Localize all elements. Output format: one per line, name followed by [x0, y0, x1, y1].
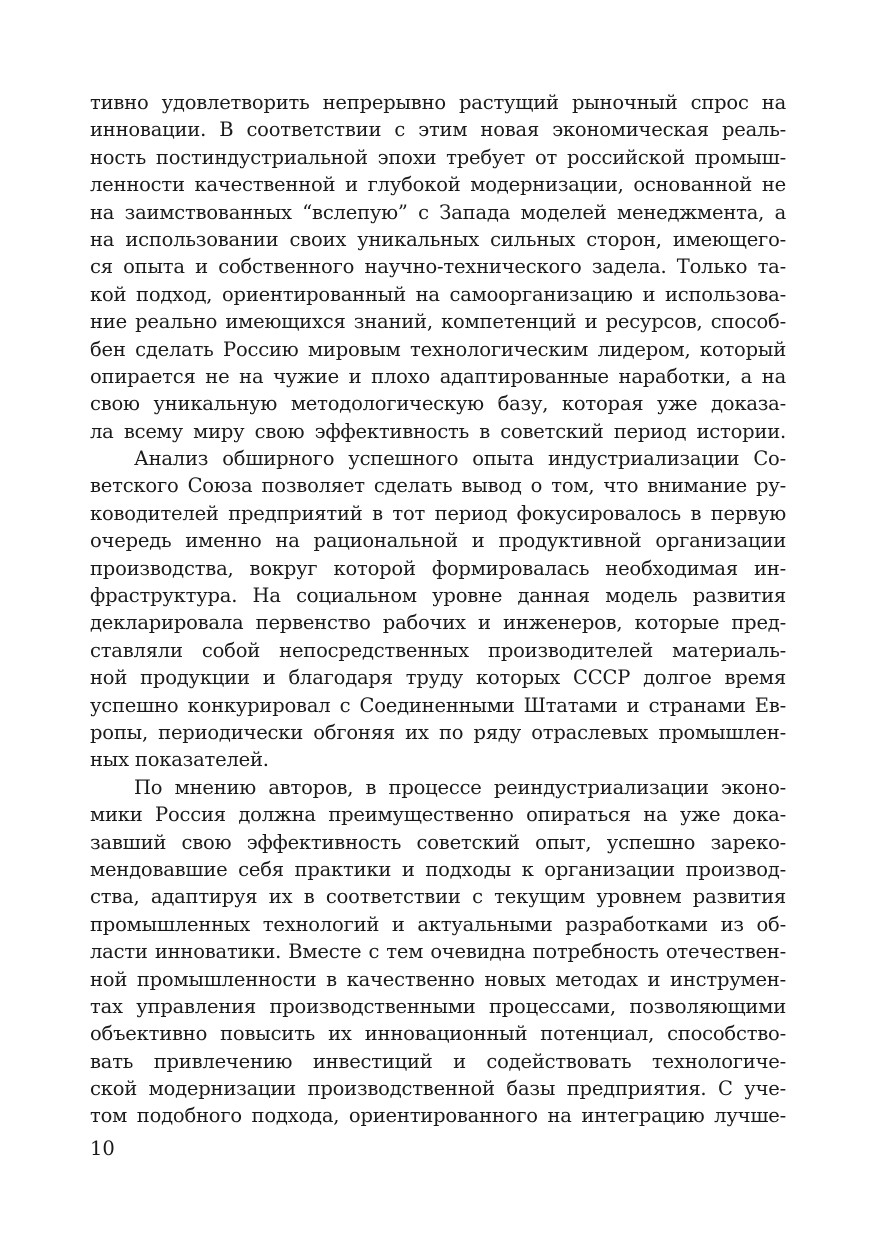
text-line: ской модернизации производственной базы предприятия. С учe- — [90, 1077, 786, 1101]
text-line: ся опыта и собственного научно-технического задела. Только та- — [90, 255, 786, 279]
text-line: фраструктура. На социальном уровне данная модель развития — [90, 584, 786, 608]
text-line: ласти инноватики. Вместе с тем очевидна потребность отечествен- — [90, 940, 786, 964]
text-line: ставляли собой непосредственных производителей материаль- — [90, 638, 786, 662]
text-line: ла всему миру свою эффективность в советский период истории. — [90, 419, 786, 443]
text-line: тах управления производственными процессами, позволяющими — [90, 994, 786, 1018]
text-line: По мнению авторов, в процессе реиндустриализации эконо- — [134, 775, 786, 799]
text-line: на заимствованных “вслепую” с Запада моделей менеджмента, а — [90, 200, 786, 224]
paragraph-1 — [90, 89, 786, 445]
text-line: ной продукции и благодаря труду которых СССР долгое время — [90, 666, 786, 690]
text-line: бен сделать Россию мировым технологическим лидером, который — [90, 337, 786, 361]
text-line: ства, адаптируя их в соответствии с текущим уровнем развития — [90, 885, 786, 909]
text-line: ной промышленности в качественно новых методах и инструмен- — [90, 967, 786, 991]
text-line: ность постиндустриальной эпохи требует от российской промыш- — [90, 145, 786, 169]
text-line: свою уникальную методологическую базу, которая уже доказа- — [90, 392, 786, 416]
text-line: ных показателей. — [90, 748, 269, 772]
text-line: ветского Союза позволяет сделать вывод о том, что внимание ру- — [90, 474, 786, 498]
text-line: объективно повысить их инновационный потенциал, способство- — [90, 1022, 786, 1046]
text-line: успешно конкурировал с Соединенными Штатами и странами Ев- — [90, 693, 786, 717]
paragraph-3 — [90, 774, 786, 1130]
text-line: мики Россия должна преимущественно опираться на уже дока- — [90, 803, 786, 827]
text-line: Анализ обширного успешного опыта индустриализации Со- — [134, 447, 786, 471]
text-line: ленности качественной и глубокой модернизации, основанной не — [90, 173, 786, 197]
text-line: декларировала первенство рабочих и инженеров, которые пред- — [90, 611, 786, 635]
text-line: ропы, периодически обгоняя их по ряду отраслевых промышлен- — [90, 720, 786, 744]
text-line: инновации. В соответствии с этим новая экономическая реаль- — [90, 118, 786, 142]
paragraph-2 — [90, 445, 786, 774]
text-line: ние реально имеющихся знаний, компетенций и ресурсов, способ- — [90, 310, 786, 334]
text-line: очередь именно на рациональной и продуктивной организации — [90, 529, 786, 553]
text-line: промышленных технологий и актуальными разработками из об- — [90, 912, 786, 936]
text-line: ководителей предприятий в тот период фокусировалось в первую — [90, 501, 786, 525]
body-text — [90, 89, 786, 1130]
text-line: кой подход, ориентированный на самоорганизацию и использова- — [90, 282, 786, 306]
text-line: производства, вокруг которой формировалась необходимая ин- — [90, 556, 786, 580]
text-line: опирается не на чужие и плохо адаптированные наработки, а на — [90, 364, 786, 388]
text-line: завший свою эффективность советский опыт, успешно зареко- — [90, 830, 786, 854]
text-line: том подобного подхода, ориентированного на интеграцию лучше- — [90, 1104, 786, 1128]
page-number: 10 — [90, 1137, 115, 1160]
text-line: тивно удовлетворить непрерывно растущий рыночный спрос на — [90, 91, 786, 114]
text-line: на использовании своих уникальных сильных сторон, имеющего- — [90, 227, 786, 251]
text-line: вать привлечению инвестиций и содействовать технологиче- — [90, 1049, 786, 1073]
text-line: мендовавшие себя практики и подходы к организации производ- — [90, 857, 786, 881]
